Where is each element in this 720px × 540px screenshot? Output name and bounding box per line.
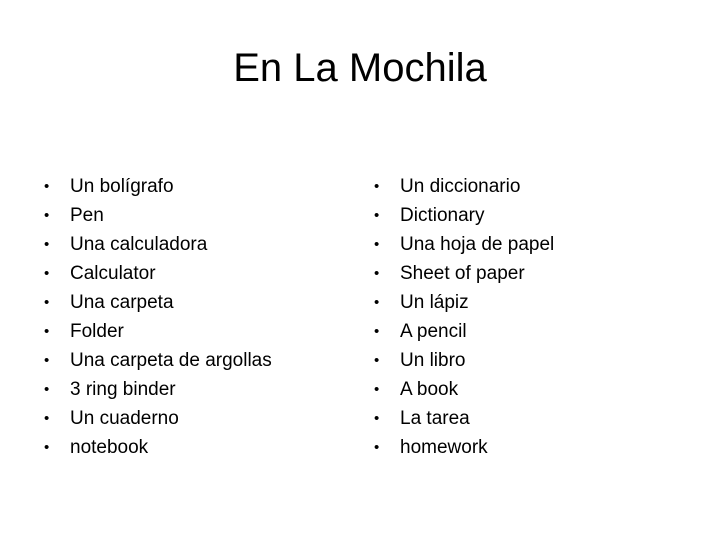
bullet-icon: • [374, 352, 380, 369]
bullet-icon: • [44, 439, 50, 456]
bullet-icon: • [374, 381, 380, 398]
bullet-icon: • [44, 236, 50, 253]
list-item-text: A pencil [400, 321, 467, 342]
list-item [374, 259, 694, 288]
bullet-icon: • [374, 323, 380, 340]
list-item-text: Una carpeta de argollas [70, 350, 272, 371]
list-item [374, 317, 694, 346]
list-item [374, 230, 694, 259]
bullet-icon: • [374, 236, 380, 253]
list-item-text: Una hoja de papel [400, 234, 555, 255]
list-item [374, 375, 694, 404]
list-item-text: 3 ring binder [70, 379, 176, 400]
list-item [44, 317, 344, 346]
bullet-icon: • [44, 323, 50, 340]
list-item [44, 230, 344, 259]
list-item [44, 259, 344, 288]
bullet-icon: • [44, 265, 50, 282]
list-item [374, 346, 694, 375]
list-item-text: Una calculadora [70, 234, 208, 255]
list-item-text: Un libro [400, 350, 466, 371]
bullet-icon: • [374, 294, 380, 311]
left-vocabulary-list [44, 172, 344, 462]
bullet-icon: • [44, 207, 50, 224]
list-item-text: Dictionary [400, 205, 485, 226]
list-item-text: homework [400, 437, 488, 458]
list-item-text: Un cuaderno [70, 408, 179, 429]
list-item [374, 201, 694, 230]
list-item-text: Un bolígrafo [70, 176, 174, 197]
list-item [44, 288, 344, 317]
bullet-icon: • [44, 381, 50, 398]
list-item [44, 433, 344, 462]
list-item-text: Pen [70, 205, 104, 226]
right-vocabulary-list [374, 172, 694, 462]
list-item-text: La tarea [400, 408, 470, 429]
bullet-icon: • [374, 207, 380, 224]
list-item-text: Un diccionario [400, 176, 521, 197]
bullet-icon: • [44, 294, 50, 311]
list-item-text: A book [400, 379, 459, 400]
list-item [374, 404, 694, 433]
list-item [374, 172, 694, 201]
bullet-icon: • [44, 178, 50, 195]
list-item [44, 201, 344, 230]
bullet-icon: • [374, 410, 380, 427]
bullet-icon: • [44, 352, 50, 369]
list-item-text: notebook [70, 437, 149, 458]
list-item [44, 346, 344, 375]
list-item-text: Sheet of paper [400, 263, 525, 284]
list-item-text: Folder [70, 321, 124, 342]
list-item [374, 433, 694, 462]
bullet-icon: • [374, 178, 380, 195]
slide-title: En La Mochila [233, 46, 487, 90]
bullet-icon: • [374, 265, 380, 282]
list-item [44, 172, 344, 201]
list-item-text: Una carpeta [70, 292, 174, 313]
list-item [44, 375, 344, 404]
list-item-text: Un lápiz [400, 292, 469, 313]
list-item [44, 404, 344, 433]
list-item [374, 288, 694, 317]
bullet-icon: • [374, 439, 380, 456]
list-item-text: Calculator [70, 263, 156, 284]
bullet-icon: • [44, 410, 50, 427]
